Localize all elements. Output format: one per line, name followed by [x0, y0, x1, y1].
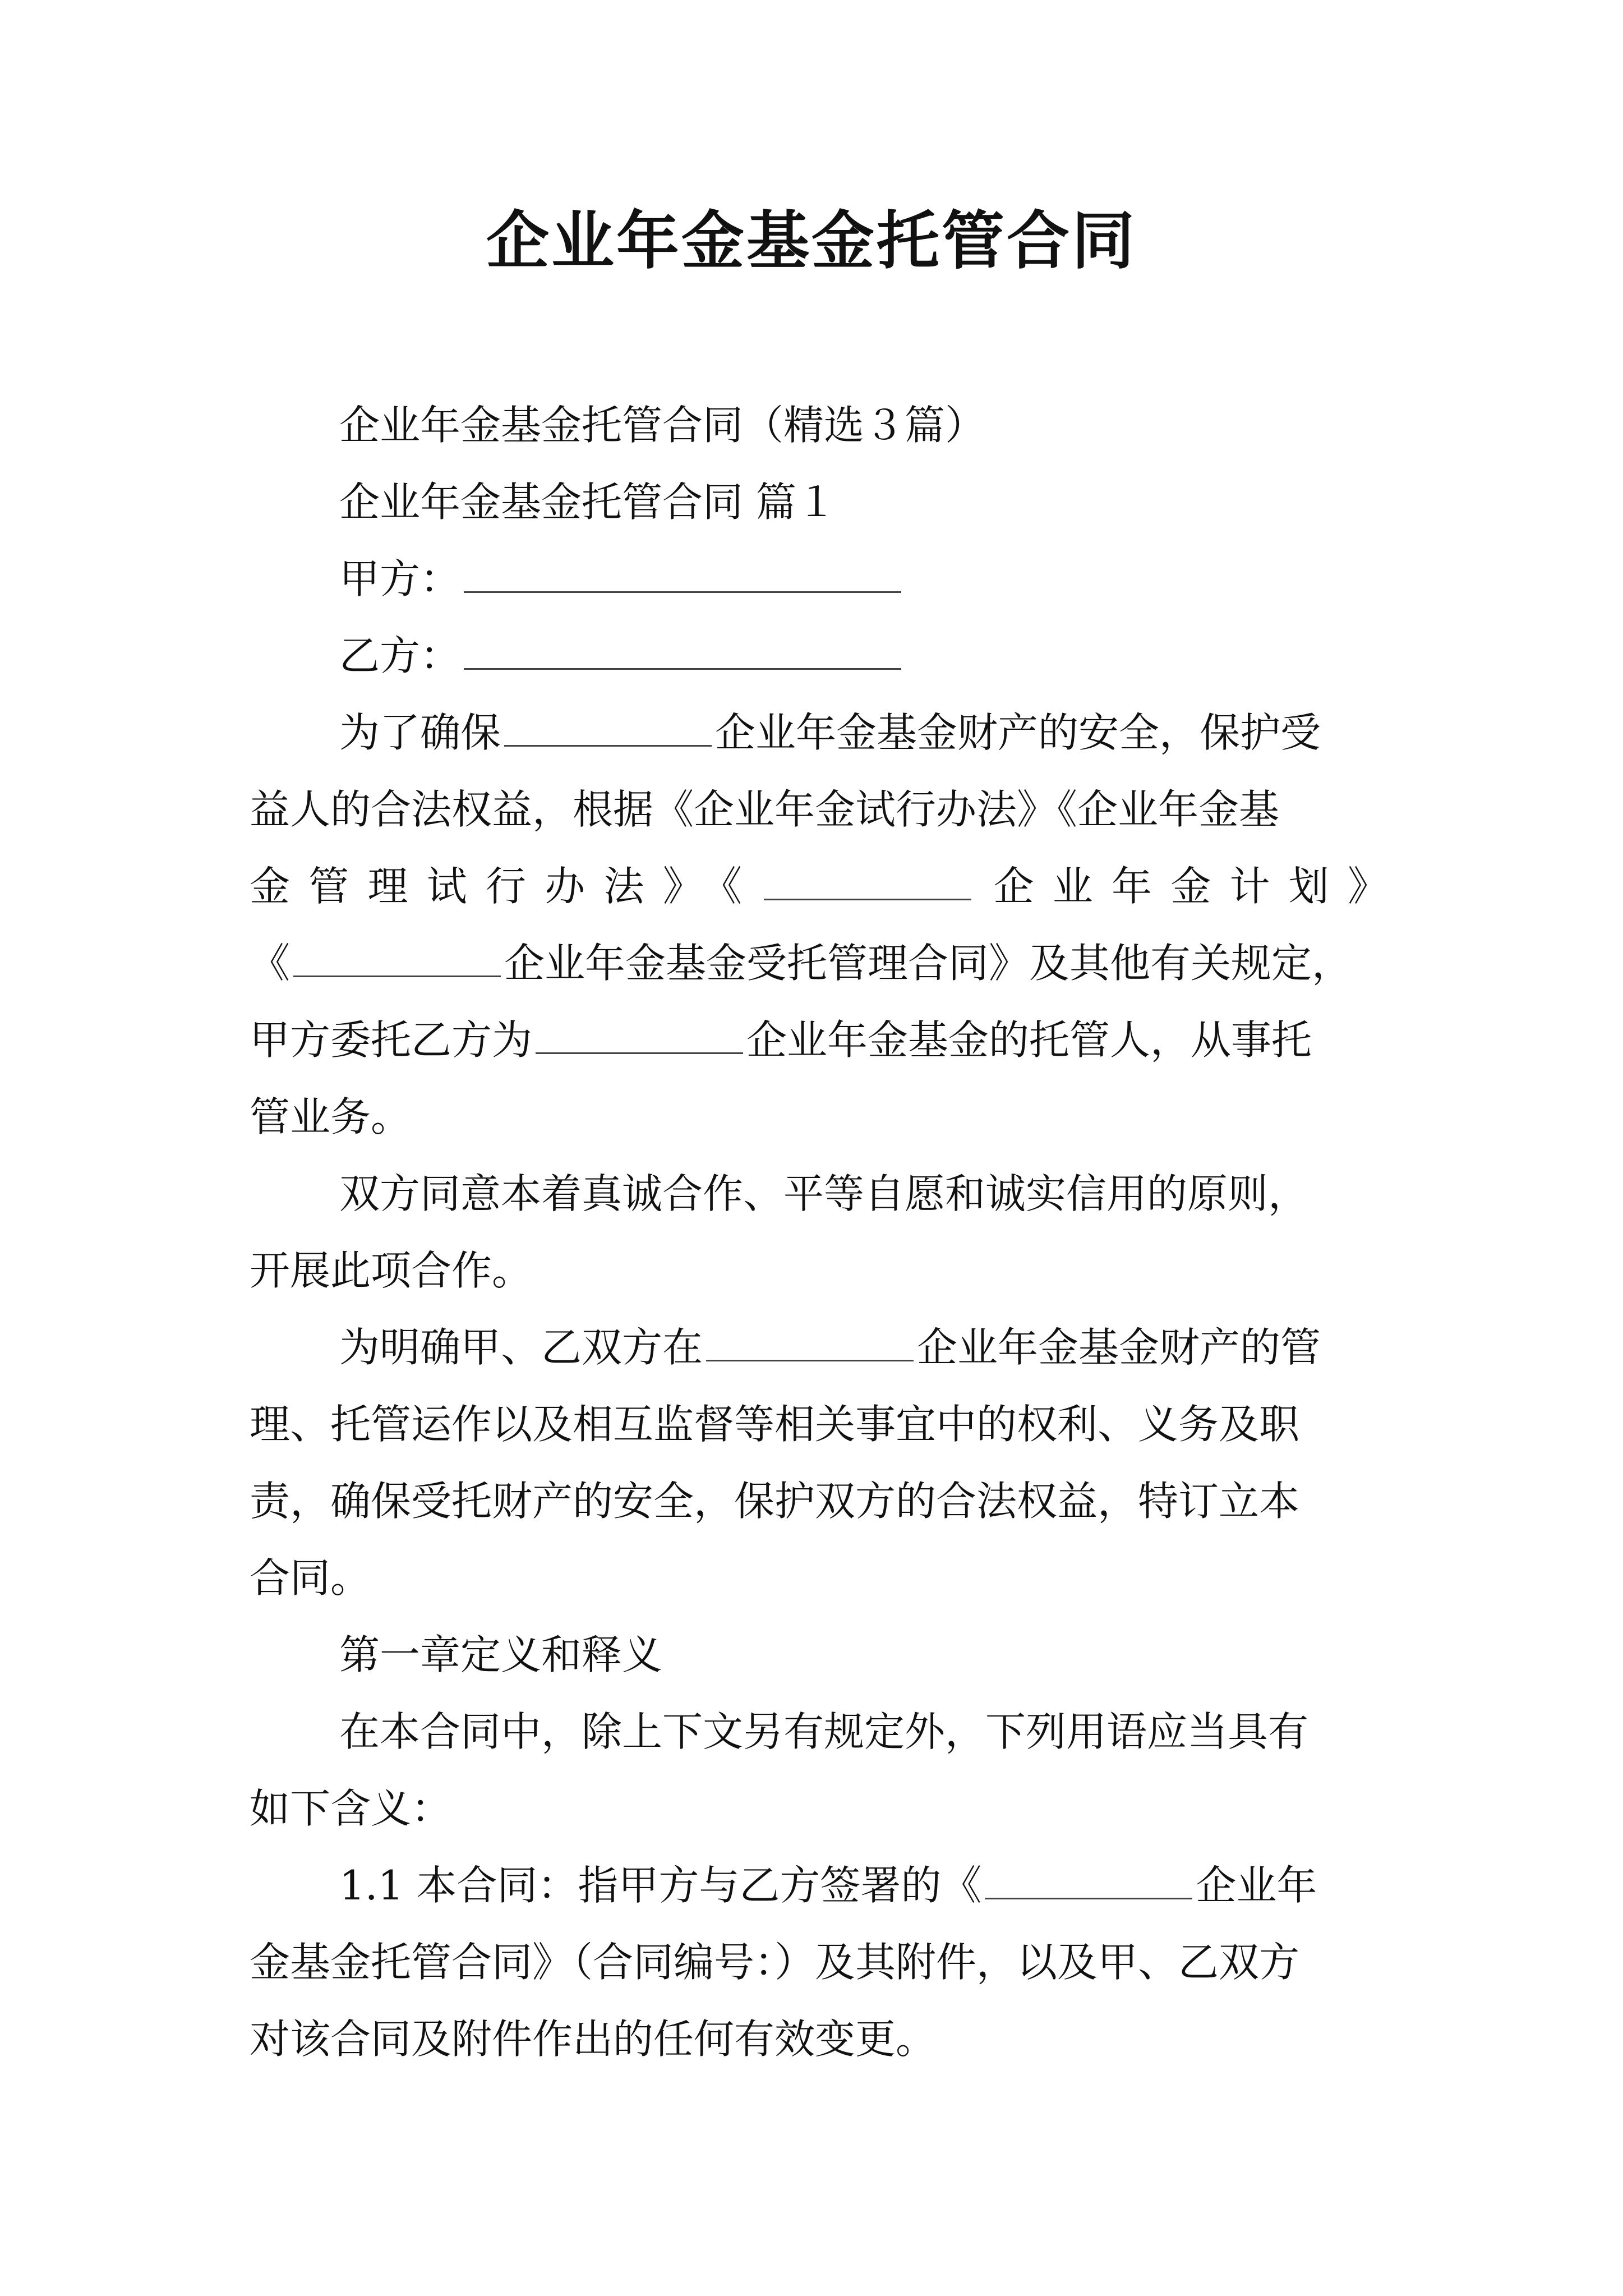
fill-blank — [536, 1052, 743, 1054]
section-heading-text: 企业年金基金托管合同 篇１ — [339, 478, 837, 526]
paragraph-1-line-2 — [250, 771, 1388, 848]
text: 益人的合法权益，根据《企业年金试行办法》《企业年金基 — [250, 786, 1280, 833]
text: 为了确保 — [339, 709, 501, 756]
paragraph-4-line-2 — [250, 1770, 1388, 1847]
fill-blank — [985, 1898, 1192, 1899]
paragraph-3-line-4 — [250, 1540, 1388, 1617]
text: 对该合同及附件作出的任何有效变更。 — [250, 2016, 937, 2063]
text: 为明确甲、乙双方在 — [339, 1324, 703, 1371]
text: 第一章定义和释义 — [339, 1631, 663, 1678]
text: 在本合同中，除上下文另有规定外，下列用语应当具有 — [339, 1708, 1309, 1755]
paragraph-4-line-1 — [250, 1694, 1388, 1770]
paragraph-3-line-2 — [250, 1386, 1388, 1463]
text: 金管理试行办法》《 — [250, 863, 761, 910]
party-b-blank — [464, 668, 901, 670]
paragraph-2-line-1 — [250, 1156, 1388, 1232]
paragraph-5-line-2 — [250, 1924, 1388, 2001]
document-subtitle — [250, 387, 1388, 464]
text: 企业年金基金财产的安全，保护受 — [715, 709, 1321, 756]
text: 企业年金基金财产的管 — [917, 1324, 1321, 1371]
text: 企业年金计划》 — [975, 863, 1388, 910]
party-a-line — [250, 541, 1388, 618]
document-body — [250, 387, 1388, 2078]
text: 双方同意本着真诚合作、平等自愿和诚实信用的原则， — [339, 1170, 1309, 1217]
fill-blank — [706, 1360, 914, 1361]
paragraph-1-line-4 — [250, 925, 1388, 1002]
text: 如下含义： — [250, 1785, 452, 1832]
paragraph-3-line-3 — [250, 1463, 1388, 1540]
text: 甲方委托乙方为 — [250, 1016, 533, 1064]
party-b-line — [250, 618, 1388, 694]
paragraph-1-line-5 — [250, 1002, 1388, 1079]
text: 合同。 — [250, 1554, 371, 1602]
text: 《 — [250, 940, 291, 987]
text: 开展此项合作。 — [250, 1247, 533, 1294]
text: 1.1 本合同：指甲方与乙方签署的《 — [339, 1862, 982, 1909]
text: 企业年 — [1196, 1862, 1317, 1909]
party-b-label: 乙方： — [339, 632, 461, 679]
document-title: 企业年金基金托管合同 — [486, 204, 1137, 278]
chapter-1-heading — [250, 1617, 1388, 1694]
paragraph-1-line-6 — [250, 1079, 1388, 1156]
paragraph-1-line-1 — [250, 694, 1388, 771]
text: 金基金托管合同》（合同编号：）及其附件，以及甲、乙双方 — [250, 1939, 1300, 1986]
fill-blank — [293, 976, 501, 977]
text: 企业年金基金受托管理合同》及其他有关规定， — [504, 940, 1353, 987]
fill-blank — [504, 745, 712, 747]
section-heading — [250, 464, 1388, 541]
paragraph-1-line-3 — [250, 848, 1388, 925]
text: 责，确保受托财产的安全，保护双方的合法权益，特订立本 — [250, 1478, 1300, 1525]
text: 理、托管运作以及相互监督等相关事宜中的权利、义务及职 — [250, 1401, 1300, 1448]
fill-blank — [764, 899, 971, 900]
text: 企业年金基金的托管人，从事托 — [746, 1016, 1312, 1064]
paragraph-2-line-2 — [250, 1232, 1388, 1309]
paragraph-5-line-3 — [250, 2001, 1388, 2078]
text: 管业务。 — [250, 1093, 412, 1140]
party-a-label: 甲方： — [339, 555, 461, 602]
party-a-blank — [464, 591, 901, 593]
subtitle-text: 企业年金基金托管合同（精选３篇） — [339, 402, 986, 449]
paragraph-5-line-1 — [250, 1847, 1388, 1924]
paragraph-3-line-1 — [250, 1309, 1388, 1386]
